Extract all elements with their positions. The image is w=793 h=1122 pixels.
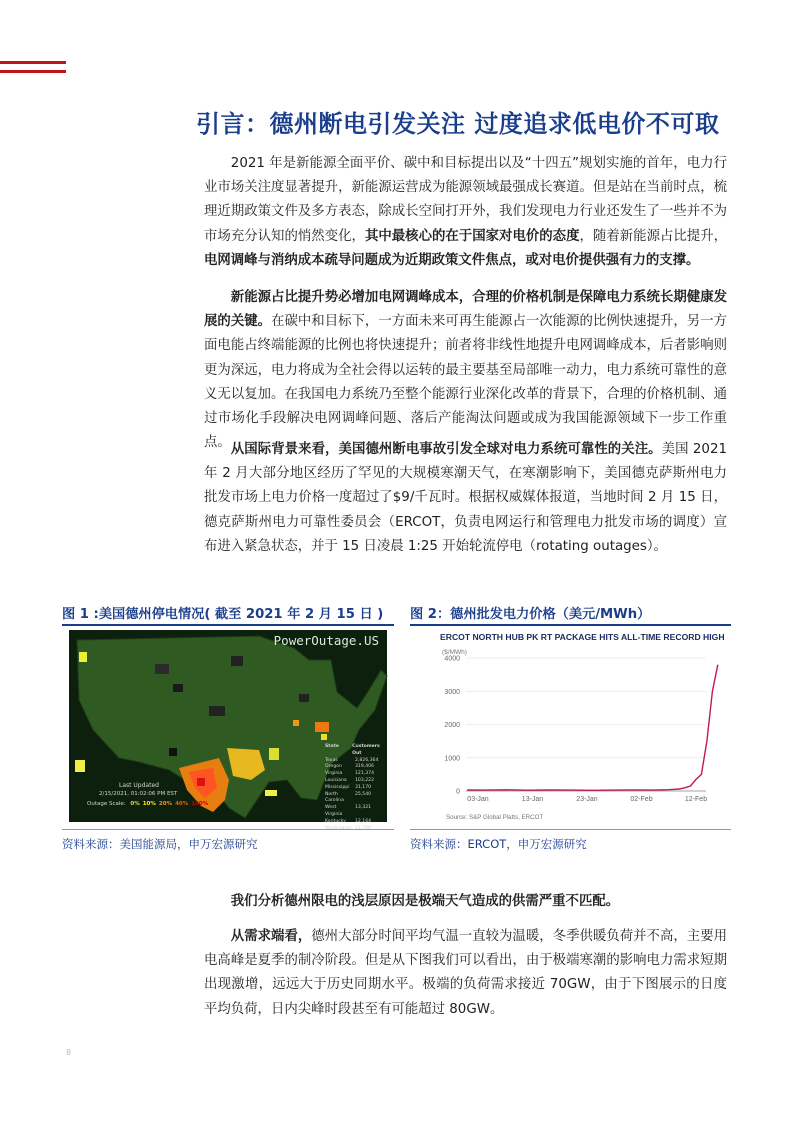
figure-2-caption: 图 2：德州批发电力价格（美元/MWh） [410,607,651,622]
map-dark-patch [155,664,169,674]
outage-scale-item: 40% [175,801,189,807]
p4-bold-1: 我们分析德州限电的浅层原因是极端天气造成的供需严重不匹配。 [230,894,620,909]
x-tick-label: 02-Feb [630,796,653,803]
y-axis-label: ($/MWh) [442,649,467,656]
update-time: 2/15/2021, 01:02:06 PM EST [99,791,178,797]
update-label: Last Updated [119,782,159,789]
table-header-state: State [325,744,339,749]
outage-map [69,630,387,822]
table-cell-state: Oregon [325,764,342,770]
outage-scale-items [127,801,208,807]
page-title: 引言：德州断电引发关注 过度追求低电价不可取 [196,110,720,138]
outage-scale-item: 20% [158,801,173,807]
p3-bold-1: 从国际背景来看，美国德州断电事故引发全球对电力系统可靠性的关注。 [230,442,662,457]
map-dark-patch [169,748,177,756]
state-outage-table-header [325,744,387,758]
map-yellow-patch [269,748,279,760]
table-cell-customers: 121,374 [355,771,374,777]
table-cell-customers: 2,826,364 [355,757,379,763]
p1-bold-2: 电网调峰与消纳成本疏导问题成为近期政策文件焦点，或对电价提供强有力的支撑。 [204,252,700,268]
paragraph-1 [204,152,727,273]
y-tick-label: 2000 [444,722,460,729]
virginia-outage-area [315,722,329,732]
table-row [325,805,387,819]
y-tick-label: 4000 [444,655,460,663]
map-yellow-patch [75,760,85,772]
p3-text-1: 美国 2021 年 2 月大部分地区经历了罕见的大规模寒潮天气，在寒潮影响下，美国德克萨斯州电力批发市场上电力价格一度超过了$9/千瓦时。根据权威媒体报道，当地时间 2 月 15 日，德克萨斯州电力可靠性委员会（ERCOT，负责电网运行和管理电力批发市场的调度）宣布进入紧急状态，并于 15 日凌晨 1:25 开始轮流停电（rotating outages）。 [204,442,727,554]
y-tick-label: 0 [456,788,460,796]
outage-scale-legend [87,801,208,807]
p2-text-1: 在碳中和目标下，一方面未来可再生能源占一次能源的比例快速提升，另一方面电能占终端能源的比例也将快速提升；前者将非线性地提升电网调峰成本，后者影响则更为深远，电力将成为全社会得以运转的最主要基至局部唯一动力，电力系统可靠性的意义无以复加。在我国电力系统乃至整个能源行业深化改革的背景下，合理的价格机制、通过市场化手段解决电网调峰问题、落后产能淘汰问题或成为我国能源领域下一步工作重点。 [204,314,728,451]
p5-bold-1: 从需求端看， [230,929,312,944]
table-cell-customers: 103,222 [355,777,374,783]
price-chart [416,628,728,824]
state-outage-table [325,744,387,832]
price-series-line [467,665,718,791]
map-yellow-patch [265,790,277,796]
p1-bold-1: 其中最核心的在于国家对电价的态度 [364,228,580,244]
outage-scale-item: 10% [142,801,156,807]
map-dark-patch [173,684,183,692]
table-cell-state: West Virginia [325,805,343,817]
map-yellow-patch [321,734,327,740]
x-tick-label: 23-Jan [576,796,598,803]
table-row [325,771,387,778]
map-dark-patch [231,656,243,666]
figure-1-bottom-rule [62,829,394,830]
x-tick-label: 12-Feb [684,796,708,803]
figure-1-top-rule [62,624,394,626]
figure-2-bottom-rule [410,829,731,830]
table-row [325,792,387,806]
x-tick-label: 13-Jan [521,796,544,803]
paragraph-3 [204,438,727,559]
table-cell-state: Louisiana [325,777,347,783]
table-cell-state: Virginia [325,771,343,777]
figure-2-source: 资料来源：ERCOT，申万宏源研究 [410,837,587,851]
header-red-bar-bottom [0,70,66,73]
table-cell-customers: 31,170 [355,784,372,790]
table-cell-customers: 12,164 [355,818,372,824]
table-row [325,778,387,785]
table-row [325,785,387,792]
paragraph-4 [204,890,727,914]
table-cell-customers: 25,540 [355,791,372,797]
table-header-customers: Customers Out [352,744,380,756]
texas-critical-area [197,778,205,786]
figure-1-source: 资料来源：美国能源局，申万宏源研究 [62,837,258,851]
figure-1-caption: 图 1 :美国德州停电情况( 截至 2021 年 2 月 15 日 ) [62,607,384,622]
table-cell-customers: 13,321 [355,805,372,811]
map-orange-patch [293,720,299,726]
p1-text-1: 2021 年是新能源全面平价、碳中和目标提出以及“十四五”规划实施的首年，电力行业市场关注度显著提升，新能源运营成为能源领域最强成长赛道。但是站在当前时点，梳理近期政策文件及多方表态，除成长空间打开外，我们发现电力行业还发生了一些并不为市场充分认知的悄然变化， [204,156,727,244]
x-tick-label: 03-Jan [467,796,489,803]
table-row [325,819,387,826]
outage-scale-item: 0% [130,801,140,807]
powerout-brand: PowerOutage.US [273,633,379,648]
table-cell-state: North Carolina [325,791,344,804]
paragraph-5 [204,925,727,1022]
outage-scale-label: Outage Scale: [87,801,126,807]
table-cell-state: Kentucky [325,818,346,824]
page-number: 8 [66,1048,72,1057]
p1-text-2: ，随着新能源占比提升， [579,228,728,244]
y-tick-label: 1000 [444,755,460,763]
map-dark-patch [299,694,309,702]
y-tick-label: 3000 [444,688,460,696]
state-outage-rows [325,758,387,833]
chart-title: ERCOT NORTH HUB PK RT PACKAGE HITS ALL-TIME RECORD HIGH [440,632,725,642]
figure-2-top-rule [410,624,731,626]
p2-bold-1: 新能源占比提升势必增加电网调峰成本，合理的价格机制是保障电力系统长期健康发展的关键。 [204,290,727,330]
paragraph-2 [204,286,727,455]
map-yellow-patch [79,652,87,662]
outage-scale-item: 100% [191,801,209,807]
chart-source-note: Source: S&P Global Platts, ERCOT [446,814,544,821]
map-dark-patch [209,706,225,716]
table-cell-state: Texas [325,757,338,763]
table-cell-state: Mississippi [325,784,350,790]
header-red-bar-top [0,61,66,64]
p5-text-1: 德州大部分时间平均气温一直较为温暖，冬季供暖负荷并不高，主要用电高峰是夏季的制冷阶段。但是从下图我们可以看出，由于极端寒潮的影响电力需求短期出现激增，远远大于历史同期水平。极端的负荷需求接近 70GW，由于下图展示的日度平均负荷，日内尖峰时段甚至有可能超过 80GW。 [204,929,727,1017]
table-cell-customers: 319,406 [355,764,374,770]
